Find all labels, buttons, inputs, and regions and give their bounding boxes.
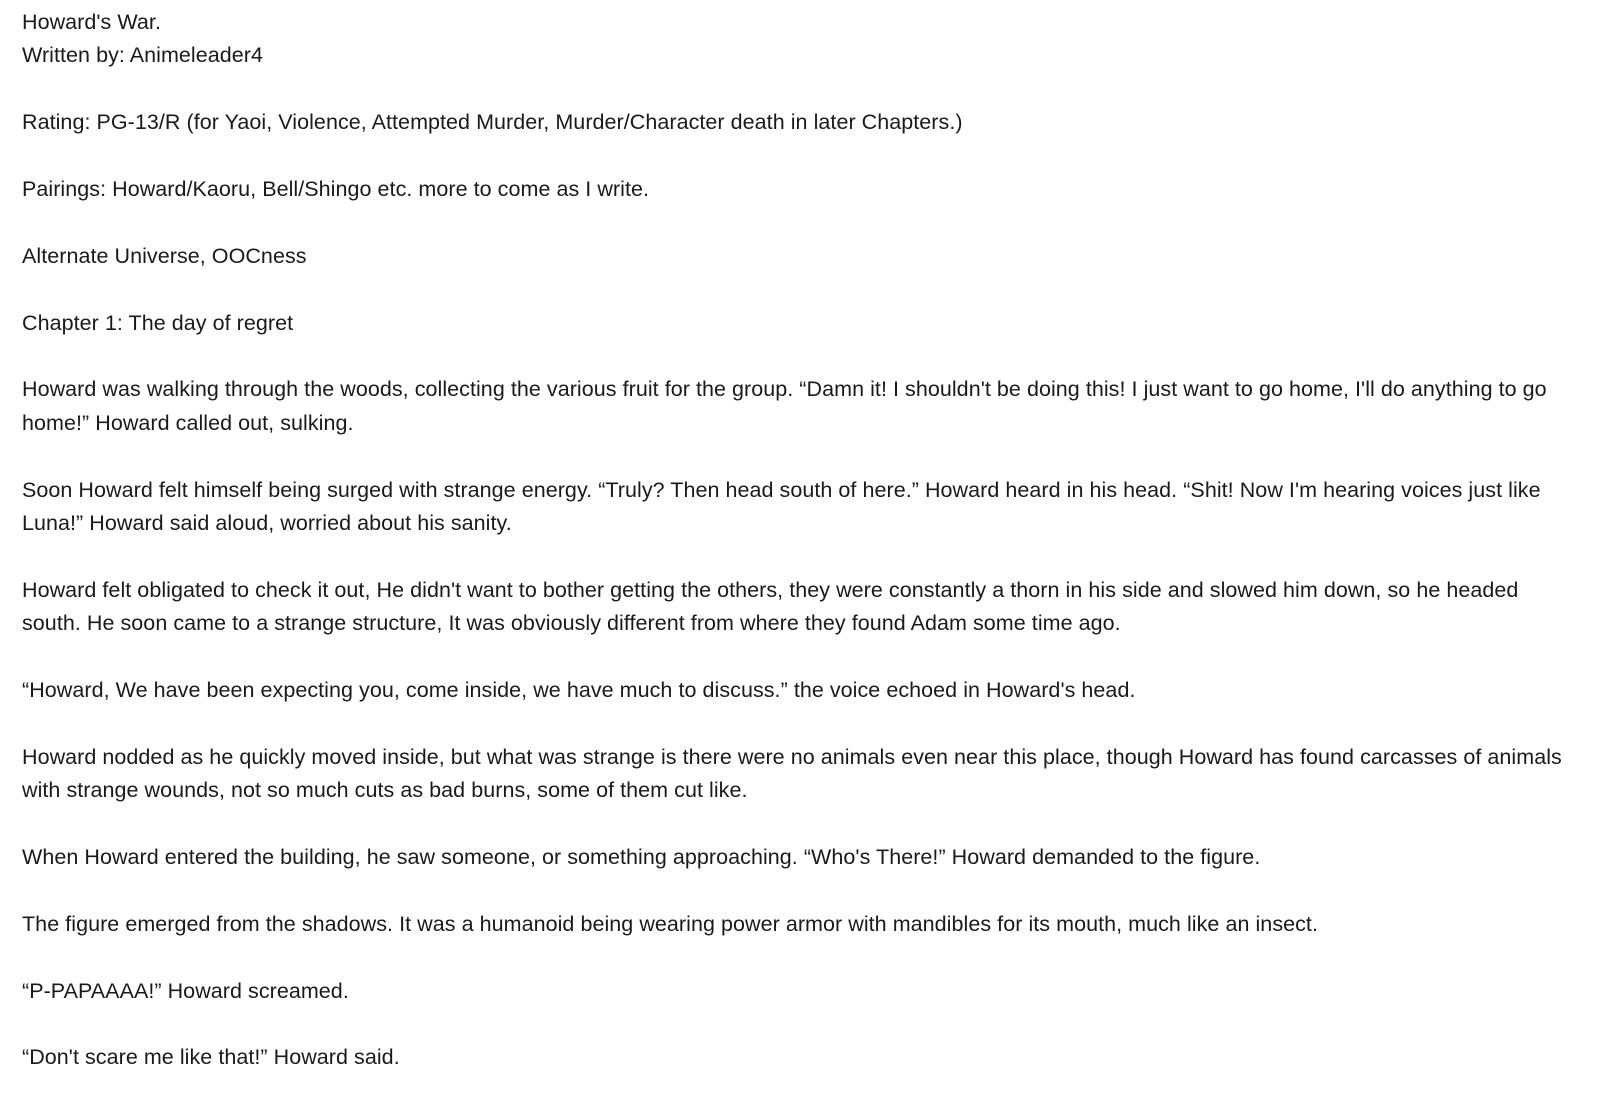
story-paragraph: Howard was walking through the woods, collecting the various fruit for the group. “Damn it! I shouldn't be doing this! I just want to go home, I'll do anything to go home!” Howard called out, sulking. xyxy=(22,377,1547,435)
story-paragraph: Soon Howard felt himself being surged with strange energy. “Truly? Then head south of here.” Howard heard in his head. “Shit! Now I'm hearing voices just like Luna!” Howard said aloud, worried about his sanity. xyxy=(22,477,1541,535)
chapter-heading: Chapter 1: The day of regret xyxy=(22,310,294,335)
story-paragraph: “P-PAPAAAA!” Howard screamed. xyxy=(22,978,349,1003)
story-paragraph: “Howard, We have been expecting you, come inside, we have much to discuss.” the voice echoed in Howard's head. xyxy=(22,678,1136,702)
story-paragraph: Howard felt obligated to check it out, He didn't want to bother getting the others, they were constantly a thorn in his side and slowed him down, so he headed south. He soon came to a strange structure, It was obviously different from where they found Adam some time ago. xyxy=(22,577,1519,636)
story-paragraph: When Howard entered the building, he saw someone, or something approaching. “Who's There!” Howard demanded to the figure. xyxy=(22,845,1261,869)
story-content xyxy=(22,6,1567,1108)
warnings-line: Alternate Universe, OOCness xyxy=(22,243,307,268)
story-title: Howard's War. xyxy=(22,10,161,34)
rating-line: Rating: PG-13/R (for Yaoi, Violence, Attempted Murder, Murder/Character death in later Chapters.) xyxy=(22,110,963,135)
story-paragraph: “Don't scare me like that!” Howard said. xyxy=(22,1045,400,1070)
story-paragraph: Howard nodded as he quickly moved inside, but what was strange is there were no animals even near this place, though Howard has found carcasses of animals with strange wounds, not so much cuts as bad burns, some of them cut like. xyxy=(22,744,1562,803)
pairings-line: Pairings: Howard/Kaoru, Bell/Shingo etc. more to come as I write. xyxy=(22,177,650,201)
story-paragraph: The figure emerged from the shadows. It was a humanoid being wearing power armor with mandibles for its mouth, much like an insect. xyxy=(22,911,1318,936)
author-line: Written by: Animeleader4 xyxy=(22,43,264,68)
